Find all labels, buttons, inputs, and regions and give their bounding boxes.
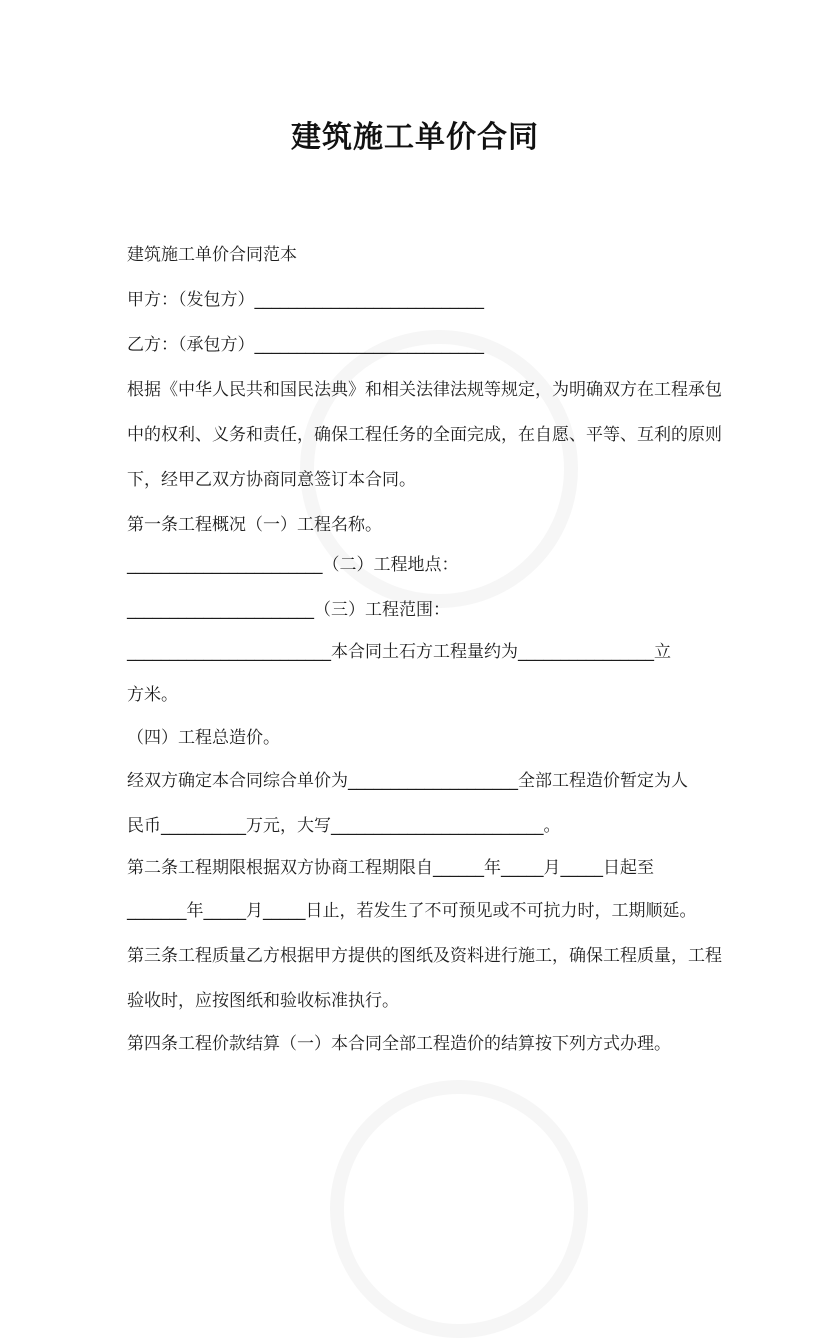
watermark-ring-shape-bottom	[330, 1080, 588, 1338]
line-preamble-3: 下，经甲乙双方协商同意签订本合同。	[127, 470, 416, 490]
line-article-4: 第四条工程价款结算（一）本合同全部工程造价的结算按下列方式办理。	[127, 1034, 671, 1054]
line-total-cost-heading: （四）工程总造价。	[127, 728, 280, 748]
line-unit-price: 经双方确定本合同综合单价为____________________全部工程造价暂定为人	[127, 771, 688, 791]
line-article-1: 第一条工程概况（一）工程名称。	[127, 515, 382, 535]
line-preamble-2: 中的权利、义务和责任，确保工程任务的全面完成，在自愿、平等、互利的原则	[127, 425, 722, 445]
line-party-b: 乙方：（承包方）___________________________	[127, 335, 484, 355]
line-project-scope: ______________________（三）工程范围：	[127, 600, 450, 620]
line-earthwork-volume: ________________________本合同土石方工程量约为________________立	[127, 642, 671, 662]
line-article-2-end: _______年_____月_____日止，若发生了不可预见或不可抗力时，工期顺延。	[127, 901, 697, 921]
line-party-a: 甲方：（发包方）___________________________	[127, 290, 484, 310]
line-cubic-meter: 方米。	[127, 685, 178, 705]
line-rmb-amount: 民币__________万元，大写_________________________。	[127, 816, 561, 836]
line-preamble-1: 根据《中华人民共和国民法典》和相关法律法规等规定，为明确双方在工程承包	[127, 380, 722, 400]
line-article-2: 第二条工程期限根据双方协商工程期限自______年_____月_____日起至	[127, 858, 654, 878]
line-article-3: 第三条工程质量乙方根据甲方提供的图纸及资料进行施工，确保工程质量，工程	[127, 946, 722, 966]
line-project-location: _______________________（二）工程地点：	[127, 555, 459, 575]
line-article-3-end: 验收时，应按图纸和验收标准执行。	[127, 991, 399, 1011]
line-subtitle: 建筑施工单价合同范本	[127, 245, 297, 265]
document-title: 建筑施工单价合同	[291, 120, 539, 155]
